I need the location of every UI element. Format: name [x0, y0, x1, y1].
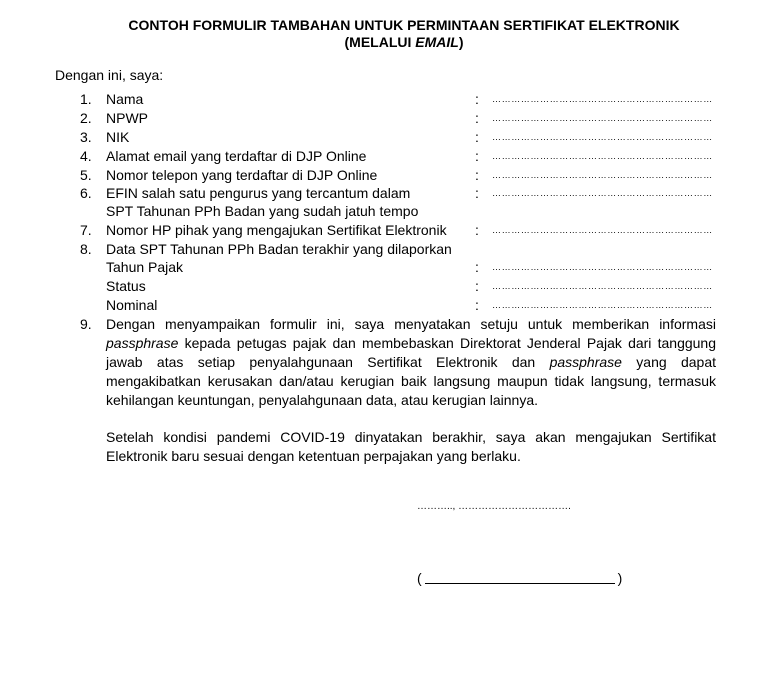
field-label-data-spt: Data SPT Tahunan PPh Badan terakhir yang dilaporkan	[106, 241, 452, 257]
item-number: 4.	[80, 148, 92, 164]
field-label-status: Status	[106, 278, 146, 294]
field-blank-telepon[interactable]: ……………………………………………………………	[492, 170, 713, 180]
field-blank-nominal[interactable]: ……………………………………………………………	[492, 300, 713, 310]
field-separator: :	[475, 278, 479, 294]
field-label-nama: Nama	[106, 91, 144, 107]
field-separator: :	[475, 259, 479, 275]
field-blank-nomor-hp[interactable]: ……………………………………………………………	[492, 225, 713, 235]
field-separator: :	[475, 167, 479, 183]
field-separator: :	[475, 110, 479, 126]
item-number: 2.	[80, 110, 92, 126]
field-separator: :	[475, 185, 479, 201]
field-blank-nik[interactable]: ……………………………………………………………	[492, 132, 713, 142]
field-label-nominal: Nominal	[106, 297, 158, 313]
field-blank-status[interactable]: ……………………………………………………………	[492, 281, 713, 291]
item-number: 6.	[80, 185, 92, 201]
field-separator: :	[475, 222, 479, 238]
item-number: 5.	[80, 167, 92, 183]
passphrase-term: passphrase	[549, 354, 622, 370]
form-subtitle: (MELALUI EMAIL)	[344, 34, 464, 50]
passphrase-term: passphrase	[106, 335, 179, 351]
form-title	[0, 17, 768, 33]
field-separator: :	[475, 91, 479, 107]
field-label-email: Alamat email yang terdaftar di DJP Online	[106, 148, 367, 164]
intro-text: Dengan ini, saya:	[55, 67, 164, 83]
signature-block[interactable]: ( )	[417, 570, 623, 586]
item-number: 3.	[80, 129, 92, 145]
item-number: 9.	[80, 316, 92, 332]
field-blank-email[interactable]: ……………………………………………………………	[492, 151, 713, 161]
place-date-blank[interactable]: ……….., …………………………….	[417, 501, 571, 512]
title-line-1: CONTOH FORMULIR TAMBAHAN UNTUK PERMINTAAN SERTIFIKAT ELEKTRONIK	[128, 17, 680, 33]
field-separator: :	[475, 148, 479, 164]
field-blank-npwp[interactable]: ……………………………………………………………	[492, 113, 713, 123]
item-number: 7.	[80, 222, 92, 238]
field-label-telepon: Nomor telepon yang terdaftar di DJP Online	[106, 167, 378, 183]
field-blank-efin[interactable]: ……………………………………………………………	[492, 188, 713, 198]
item-number: 1.	[80, 91, 92, 107]
field-separator: :	[475, 129, 479, 145]
email-emphasis: EMAIL	[415, 34, 459, 50]
field-label-nik: NIK	[106, 129, 130, 145]
field-label-nomor-hp: Nomor HP pihak yang mengajukan Sertifikat Elektronik	[106, 222, 447, 238]
item-number: 8.	[80, 241, 92, 257]
field-separator: :	[475, 297, 479, 313]
field-label-npwp: NPWP	[106, 110, 148, 126]
field-label-efin-cont: SPT Tahunan PPh Badan yang sudah jatuh tempo	[106, 203, 419, 219]
consent-statement: Dengan menyampaikan formulir ini, saya menyatakan setuju untuk memberikan informasi passphrase kepada petugas pajak dan membebaskan Direktorat Jenderal Pajak dari tanggung jawab atas setiap penyalahgunaan Sertifikat Elektronik dan passphrase yang dapat mengakibatkan kerusakan dan/atau kerugian baik langsung maupun tidak langsung, termasuk kehilangan keuntungan, penyalahgunaan data, atau kerugian lainnya.	[106, 316, 717, 408]
field-blank-nama[interactable]: ……………………………………………………………	[492, 94, 713, 104]
field-label-efin: EFIN salah satu pengurus yang tercantum dalam	[106, 185, 411, 201]
field-label-tahun-pajak: Tahun Pajak	[106, 259, 184, 275]
closing-statement: Setelah kondisi pandemi COVID-19 dinyatakan berakhir, saya akan mengajukan Sertifikat Elektronik baru sesuai dengan ketentuan perpajakan yang berlaku.	[106, 429, 716, 464]
field-blank-tahun-pajak[interactable]: ……………………………………………………………	[492, 262, 713, 272]
signature-line[interactable]	[425, 570, 615, 584]
